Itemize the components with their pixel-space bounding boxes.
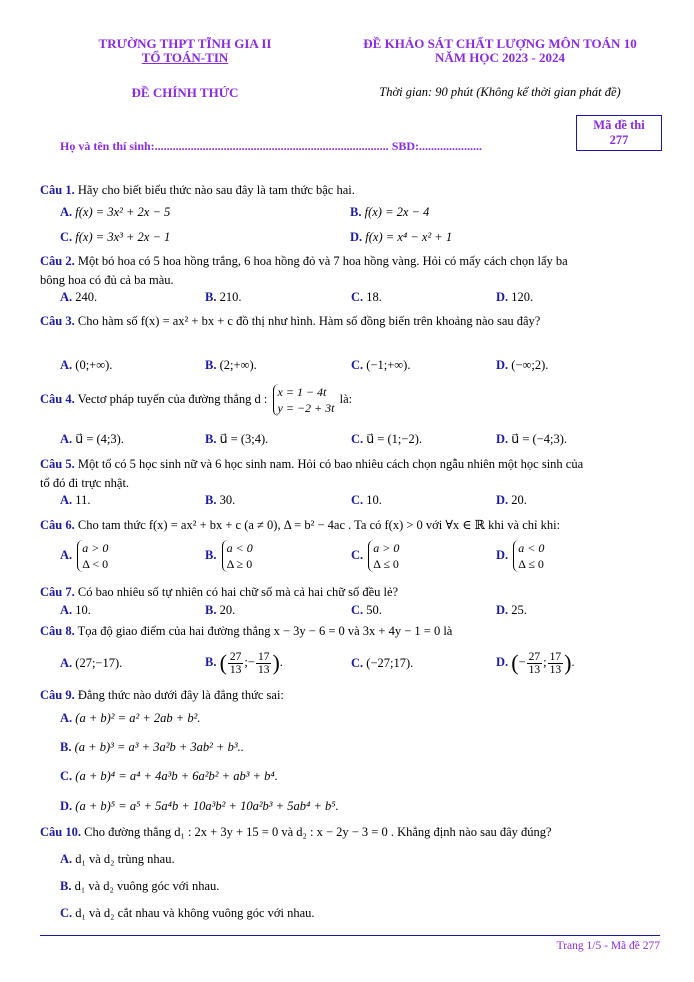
question-text: Cho tam thức f(x) = ax² + bx + c (a ≠ 0), Δ = b² − 4ac . Ta có f(x) > 0 với ∀x ∈ ℝ khi và chỉ khi: [77,518,561,532]
question-2-options [60,290,660,308]
option-system [77,540,108,572]
question-1-options-row1 [60,205,660,223]
option-text: 120. [511,290,534,304]
option-text: u⃗ = (4;3). [75,432,124,446]
open-paren: ( [511,650,519,675]
option-b[interactable] [350,205,429,220]
question-3 [40,314,660,329]
option-text: 240. [75,290,98,304]
question-8 [40,624,660,639]
option-label: A. [60,852,73,866]
denominator: 13 [528,663,541,676]
option-b[interactable] [205,493,235,508]
option-label: C. [60,906,73,920]
option-a[interactable] [60,711,660,729]
option-label: C. [351,290,364,304]
option-label: B. [205,290,217,304]
option-text: 11. [75,493,91,507]
option-text: f(x) = x⁴ − x² + 1 [365,230,453,244]
option-label: D. [496,603,509,617]
option-b[interactable] [205,431,268,447]
question-5 [40,457,660,472]
option-text: (a + b)⁴ = a⁴ + 4a³b + 6a²b² + ab³ + b⁴. [75,769,278,783]
condition-2: Δ ≥ 0 [226,557,253,571]
option-c[interactable] [60,906,660,924]
numerator: 27 [528,650,541,663]
school-name: TRƯỜNG THPT TĨNH GIA II [98,36,272,51]
system-line-1: x = 1 − 4t [277,385,327,399]
question-3-options [60,358,660,376]
question-8-options [60,650,660,686]
option-d[interactable] [350,230,452,245]
option-label: B. [205,432,217,446]
option-label: A. [60,432,73,446]
question-4-options [60,431,660,449]
option-label: D. [496,654,509,669]
numerator: 17 [549,650,562,663]
option-a[interactable] [60,431,124,447]
condition-1: a > 0 [82,541,109,555]
option-label: A. [60,205,73,219]
question-number: Câu 9. [40,688,75,702]
option-label: C. [60,230,73,244]
option-label: D. [496,493,509,507]
option-b[interactable] [60,740,660,758]
option-label: B. [205,493,217,507]
question-text: Cho đường thẳng d₁ : 2x + 3y + 15 = 0 và d₂ : x − 2y − 3 = 0 . Khẳng định nào sau đây đúng? [84,825,552,839]
question-1 [40,183,660,198]
option-label: C. [351,358,364,372]
option-label: C. [351,432,364,446]
option-a[interactable] [60,358,112,373]
option-label: B. [60,740,72,754]
option-c[interactable] [351,656,413,671]
option-a[interactable] [60,852,660,870]
fraction [548,651,564,676]
option-label: C. [351,493,364,507]
option-d[interactable] [496,358,548,373]
option-a[interactable] [60,493,90,508]
question-number: Câu 8. [40,624,75,638]
option-text: (−1;+∞). [366,358,411,372]
option-label: B. [205,654,217,669]
option-label: D. [496,547,509,562]
option-label: B. [205,603,217,617]
option-label: B. [60,879,72,893]
option-c[interactable] [351,603,382,618]
question-4 [40,384,660,416]
question-number: Câu 6. [40,518,75,532]
option-text: (0;+∞). [75,358,113,372]
option-text: d₁ và d₂ cắt nhau và không vuông góc với nhau. [75,906,315,920]
option-text: (a + b)⁵ = a⁵ + 5a⁴b + 10a³b² + 10a²b³ + 5ab⁴ + b⁵. [75,799,339,813]
option-b[interactable] [205,358,257,373]
question-text: Có bao nhiêu số tự nhiên có hai chữ số mà cả hai chữ số đều lẻ? [77,585,399,599]
option-label: B. [205,547,217,562]
option-text: 10. [366,493,382,507]
numerator: 17 [257,650,270,663]
option-d[interactable] [496,603,527,618]
question-number: Câu 3. [40,314,75,328]
question-number: Câu 5. [40,457,75,471]
exam-title: ĐỀ KHẢO SÁT CHẤT LƯỢNG MÔN TOÁN 10 [363,36,637,51]
question-text-end: là: [339,391,353,406]
exam-code-box [576,115,662,151]
option-text: u⃗ = (1;−2). [366,432,422,446]
student-name-line [60,139,482,154]
option-d[interactable]: D. (− $\frac{27}{13}$ ; $\frac{17}{13}$ ). [496,650,575,676]
numerator: 27 [229,650,242,663]
question-text: Cho hàm số f(x) = ax² + bx + c đồ thị như hình. Hàm số đồng biến trên khoảng nào sau đây? [77,314,541,328]
condition-1: a < 0 [518,541,545,555]
option-label: A. [60,547,73,562]
close-paren: ) [564,650,572,675]
student-name-field: Họ và tên thí sinh:.............................................................................. [60,139,389,153]
option-text: 20. [511,493,527,507]
option-label: A. [60,603,73,617]
option-c[interactable] [351,290,382,305]
question-10 [40,825,660,840]
option-text: (a + b)² = a² + 2ab + b². [75,711,201,725]
option-text: (−∞;2). [511,358,549,372]
fraction [256,651,272,676]
question-number: Câu 2. [40,254,75,268]
question-7-options [60,603,660,621]
option-text: 10. [75,603,91,617]
option-text: f(x) = 3x³ + 2x − 1 [75,230,171,244]
fraction [527,651,543,676]
footer-rule [40,935,660,936]
option-text: 18. [366,290,382,304]
question-number: Câu 4. [40,391,75,406]
exam-code: 277 [609,133,629,147]
option-text: (−27;17). [366,656,414,670]
question-text: Một tổ có 5 học sinh nữ và 6 học sinh nam. Hỏi có bao nhiêu cách chọn ngẫu nhiên một học sinh của [77,457,584,471]
group-name: TỔ TOÁN-TIN [141,50,229,65]
option-text: f(x) = 2x − 4 [364,205,430,219]
option-label: C. [60,769,73,783]
option-label: C. [351,656,364,670]
option-c[interactable] [351,493,382,508]
sbd-field: SBD:..................... [391,139,483,153]
option-d[interactable] [496,493,527,508]
condition-2: Δ ≤ 0 [518,557,544,571]
option-text: 25. [511,603,527,617]
option-label: D. [60,799,73,813]
option-text: (2;+∞). [219,358,257,372]
option-c[interactable] [351,540,401,572]
condition-2: Δ ≤ 0 [373,557,399,571]
option-b[interactable] [205,540,255,572]
option-label: A. [60,493,73,507]
exam-time: Thời gian: 90 phút (Không kể thời gian phát đề) [379,85,621,99]
option-b[interactable] [60,879,660,897]
option-d[interactable] [496,431,567,447]
question-1-options-row2 [60,230,660,248]
official-label: ĐỀ CHÍNH THỨC [131,85,239,100]
option-d[interactable] [496,540,546,572]
exam-year: NĂM HỌC 2023 - 2024 [435,50,565,65]
question-number: Câu 7. [40,585,75,599]
question-6 [40,517,660,533]
condition-2: Δ < 0 [82,557,109,571]
option-label: A. [60,358,73,372]
system-line-2: y = −2 + 3t [277,401,335,415]
question-9 [40,688,660,703]
question-7 [40,585,660,600]
option-text: 30. [219,493,236,507]
option-system [222,540,253,572]
option-a[interactable] [60,290,97,305]
option-c[interactable] [351,358,410,373]
option-text: 210. [219,290,242,304]
question-number: Câu 1. [40,183,75,197]
option-a[interactable] [60,540,110,572]
option-system [368,540,399,572]
option-label: C. [351,547,364,562]
option-label: D. [496,290,509,304]
condition-1: a > 0 [373,541,400,555]
page-footer: Trang 1/5 - Mã đề 277 [556,940,660,952]
option-label: D. [350,230,363,244]
question-5-options [60,493,660,511]
close-paren: ) [272,650,280,675]
option-text: (27;−17). [75,656,123,670]
parametric-system [273,384,335,416]
denominator: 13 [229,663,242,676]
denominator: 13 [549,663,562,676]
option-label: A. [60,656,73,670]
open-paren: ( [219,650,227,675]
question-text: Vectơ pháp tuyến của đường thẳng d : [77,391,268,406]
fraction [228,651,244,676]
question-text: Một bó hoa có 5 hoa hồng trắng, 6 hoa hồng đỏ và 7 hoa hồng vàng. Hỏi có mấy cách chọn lấy ba [77,254,568,268]
question-number: Câu 10. [40,825,81,839]
option-label: A. [60,711,73,725]
option-d[interactable] [496,290,533,305]
option-label: D. [496,358,509,372]
question-6-options [60,540,660,580]
option-text: 50. [366,603,382,617]
question-2 [40,254,660,269]
option-text: d₁ và d₂ vuông góc với nhau. [74,879,220,893]
denominator: 13 [257,663,270,676]
option-c[interactable] [60,230,170,245]
option-label: B. [205,358,217,372]
option-text: u⃗ = (−4;3). [511,432,567,446]
question-text: Tọa độ giao điểm của hai đường thẳng x − 3y − 6 = 0 và 3x + 4y − 1 = 0 là [77,624,453,638]
option-label: B. [350,205,362,219]
question-text: Đẳng thức nào dưới đây là đẳng thức sai: [77,688,284,702]
condition-1: a < 0 [226,541,253,555]
option-label: D. [496,432,509,446]
option-text: (a + b)³ = a³ + 3a²b + 3ab² + b³.. [74,740,244,754]
option-d[interactable] [60,799,660,817]
option-text: 20. [219,603,236,617]
option-c[interactable] [60,769,660,787]
option-label: C. [351,603,364,617]
option-b[interactable]: B. ( $\frac{27}{13}$ ;− $\frac{17}{13}$ ). [205,650,283,676]
option-text: f(x) = 3x² + 2x − 5 [75,205,171,219]
option-b[interactable] [205,603,235,618]
option-system [513,540,544,572]
option-text: d₁ và d₂ trùng nhau. [75,852,175,866]
question-2-cont: bông hoa có đủ cả ba màu. [40,273,174,287]
question-5-cont: tổ đó đi trực nhật. [40,476,130,490]
option-c[interactable] [351,431,422,447]
option-a[interactable] [60,205,170,220]
option-b[interactable] [205,290,241,305]
option-a[interactable] [60,603,91,618]
option-text: u⃗ = (3;4). [219,432,269,446]
exam-code-label: Mã đề thi [593,118,645,132]
option-label: A. [60,290,73,304]
option-a[interactable] [60,656,122,671]
question-text: Hãy cho biết biểu thức nào sau đây là tam thức bậc hai. [77,183,355,197]
